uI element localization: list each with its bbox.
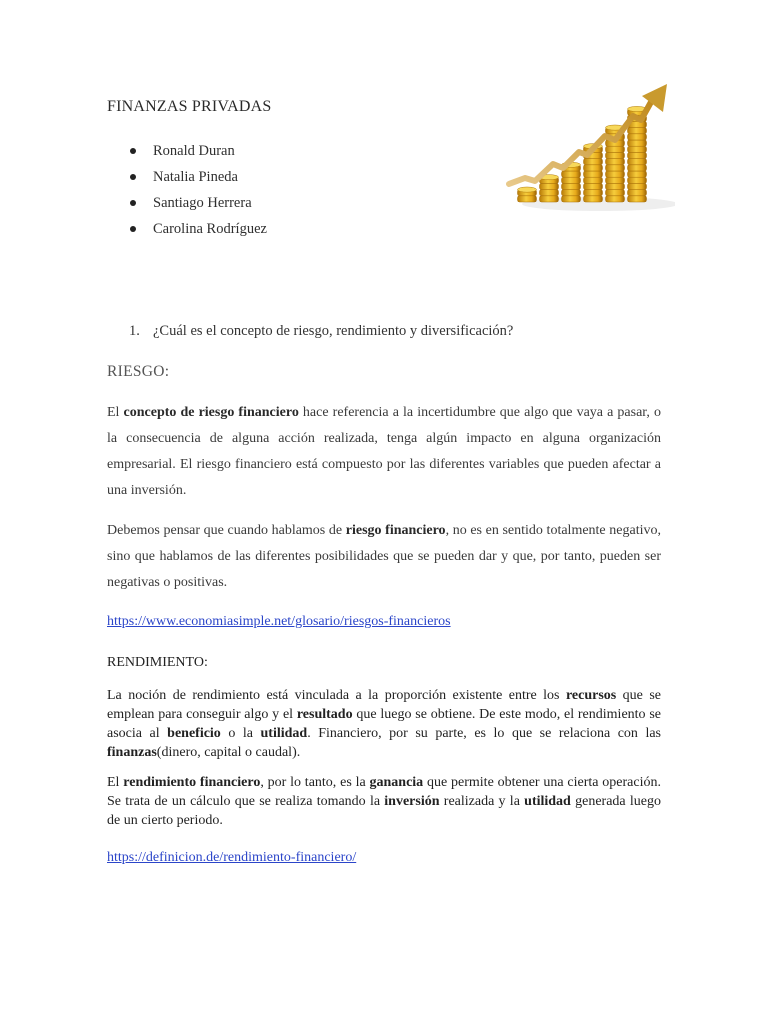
coin-icon: [628, 171, 647, 177]
author-item: [107, 216, 267, 242]
text-run: El: [107, 775, 124, 790]
bold-term: concepto de riesgo financiero: [123, 405, 299, 420]
text-run: que luego se obtiene. De este modo, el rendimiento se asocia al: [107, 707, 661, 741]
question-number: 1.: [129, 323, 140, 339]
bold-term: recursos: [565, 688, 617, 703]
coin-icon: [606, 152, 625, 158]
riesgo-source-link[interactable]: https://www.economiasimple.net/glosario/riesgos-financieros: [107, 614, 451, 629]
text-run: generada luego de un cierto periodo.: [107, 794, 661, 828]
rendimiento-source-link[interactable]: https://definicion.de/rendimiento-financiero/: [107, 850, 357, 865]
bold-term: inversión: [384, 794, 440, 809]
coin-icon: [628, 159, 647, 165]
text-run: , por lo tanto, es la: [260, 775, 370, 790]
coin-icon: [540, 196, 559, 202]
author-name: Carolina Rodríguez: [153, 221, 267, 237]
author-name: Natalia Pineda: [153, 169, 238, 185]
coin-icon: [584, 171, 603, 177]
author-item: [107, 190, 267, 216]
bold-term: utilidad: [260, 726, 308, 741]
coin-icon: [606, 146, 625, 152]
rising-coin-stacks-arrow-icon: [505, 82, 675, 212]
bold-term: resultado: [296, 707, 353, 722]
question-text: ¿Cuál es el concepto de riesgo, rendimiento y diversificación?: [153, 323, 514, 339]
bullet-icon: [130, 174, 136, 180]
text-run: La noción de rendimiento está vinculada a la proporción existente entre los: [107, 688, 566, 703]
bullet-icon: [130, 148, 136, 154]
text-run: realizada y la: [439, 794, 525, 809]
bold-term: finanzas: [107, 745, 157, 760]
bold-term: ganancia: [369, 775, 424, 790]
coin-icon: [628, 140, 647, 146]
bold-term: beneficio: [167, 726, 221, 741]
riesgo-paragraph-2: [107, 518, 661, 596]
question-item: [129, 323, 513, 340]
coin-icon: [628, 177, 647, 183]
coin-icon: [518, 196, 537, 202]
coin-icon: [606, 171, 625, 177]
coin-icon: [628, 146, 647, 152]
text-run: (dinero, capital o caudal).: [156, 745, 301, 760]
coin-icon: [584, 165, 603, 171]
coin-icon: [584, 183, 603, 189]
rendimiento-paragraph-2: [107, 773, 661, 830]
coin-icon: [628, 165, 647, 171]
author-item: [107, 138, 267, 164]
coin-icon: [606, 177, 625, 183]
coin-icon: [606, 190, 625, 196]
coin-icon: [606, 159, 625, 165]
coin-icon: [584, 177, 603, 183]
author-list: [107, 138, 267, 242]
bold-term: rendimiento financiero: [123, 775, 261, 790]
coin-icon: [606, 183, 625, 189]
coin-icon: [562, 183, 581, 189]
coin-icon: [628, 128, 647, 134]
text-run: o la: [220, 726, 261, 741]
coin-icon: [562, 177, 581, 183]
author-name: Ronald Duran: [153, 143, 235, 159]
coin-icon: [628, 196, 647, 202]
coin-top-icon: [518, 187, 537, 192]
coin-icon: [540, 190, 559, 196]
text-run: . Financiero, por su parte, es lo que se relaciona con las: [307, 726, 662, 741]
coin-icon: [606, 165, 625, 171]
coin-icon: [562, 171, 581, 177]
bullet-icon: [130, 226, 136, 232]
coin-icon: [584, 159, 603, 165]
rendimiento-paragraph-1: [107, 686, 661, 762]
text-run: Debemos pensar que cuando hablamos de: [107, 523, 346, 538]
riesgo-paragraph-1: [107, 400, 661, 504]
coin-icon: [628, 183, 647, 189]
bullet-icon: [130, 200, 136, 206]
document-title: FINANZAS PRIVADAS: [107, 98, 272, 115]
coin-icon: [584, 196, 603, 202]
bold-term: utilidad: [524, 794, 571, 809]
author-item: [107, 164, 267, 190]
rendimiento-heading: RENDIMIENTO:: [107, 655, 208, 670]
author-name: Santiago Herrera: [153, 195, 252, 211]
coin-icon: [628, 152, 647, 158]
coin-icon: [540, 183, 559, 189]
coin-icon: [628, 190, 647, 196]
text-run: que se emplean para conseguir algo y el: [107, 688, 661, 722]
riesgo-heading: RIESGO:: [107, 363, 170, 380]
text-run: que permite obtener una cierta operación. Se trata de un cálculo que se realiza tomando la: [107, 775, 661, 809]
bold-term: riesgo financiero: [345, 523, 446, 538]
coin-icon: [562, 196, 581, 202]
coin-icon: [606, 196, 625, 202]
text-run: El: [107, 405, 124, 420]
coin-icon: [562, 190, 581, 196]
text-run: hace referencia a la incertidumbre que algo que vaya a pasar, o la consecuencia de alguna acción realizada, tenga algún impacto en alguna organización empresarial. El riesgo financiero está compuesto por las diferentes variables que pueden afectar a una inversión.: [107, 405, 661, 498]
coin-icon: [628, 134, 647, 140]
coin-icon: [584, 190, 603, 196]
text-run: , no es en sentido totalmente negativo, sino que hablamos de las diferentes posibilidades que se pueden dar y que, por tanto, pueden ser negativas o positivas.: [107, 523, 661, 590]
